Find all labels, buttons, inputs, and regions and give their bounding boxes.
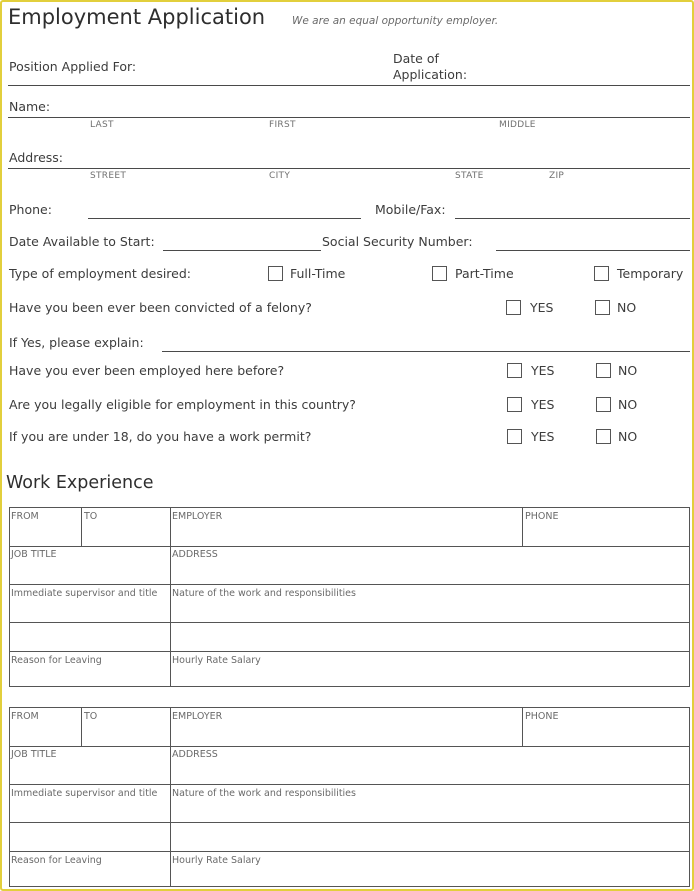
work-permit-yes-checkbox[interactable]	[507, 429, 522, 444]
work-permit-no-checkbox[interactable]	[596, 429, 611, 444]
rate-label: Hourly Rate Salary	[172, 855, 261, 866]
ssn-label: Social Security Number:	[322, 234, 473, 249]
address-label: ADDRESS	[172, 749, 218, 760]
date-available-label: Date Available to Start:	[9, 234, 155, 249]
date-of-label: Date of	[393, 51, 439, 66]
employed-before-question: Have you ever been employed here before?	[9, 363, 285, 378]
temporary-label: Temporary	[617, 266, 684, 281]
explain-line[interactable]	[162, 351, 690, 352]
felony-question: Have you been ever been convicted of a felony?	[9, 300, 312, 315]
phone-label: Phone:	[9, 202, 52, 217]
employed-before-no-label: NO	[618, 363, 638, 378]
phone-line[interactable]	[88, 218, 361, 219]
job-title-label: JOB TITLE	[11, 749, 57, 760]
work-permit-yes-label: YES	[531, 429, 555, 444]
date-available-line[interactable]	[163, 250, 321, 251]
divider	[81, 508, 82, 546]
felony-no-checkbox[interactable]	[595, 300, 610, 315]
eligible-question: Are you legally eligible for employment in this country?	[9, 397, 356, 412]
work-permit-no-label: NO	[618, 429, 638, 444]
eligible-yes-label: YES	[531, 397, 555, 412]
ssn-line[interactable]	[496, 250, 690, 251]
phone-label: PHONE	[525, 711, 559, 722]
mobile-line[interactable]	[455, 218, 690, 219]
reason-label: Reason for Leaving	[11, 655, 102, 666]
position-line[interactable]	[8, 85, 690, 86]
divider	[10, 746, 690, 747]
divider	[10, 784, 690, 785]
supervisor-label: Immediate supervisor and title	[11, 588, 158, 599]
divider	[170, 708, 171, 887]
address-label: Address:	[9, 150, 63, 165]
employed-before-yes-checkbox[interactable]	[507, 363, 522, 378]
application-label: Application:	[393, 67, 468, 82]
divider	[10, 651, 690, 652]
to-label: TO	[84, 711, 98, 722]
felony-no-label: NO	[617, 300, 637, 315]
employer-label: EMPLOYER	[172, 511, 223, 522]
felony-yes-label: YES	[530, 300, 554, 315]
full-time-checkbox[interactable]	[268, 266, 283, 281]
divider	[10, 584, 690, 585]
eligible-no-checkbox[interactable]	[596, 397, 611, 412]
felony-yes-checkbox[interactable]	[506, 300, 521, 315]
name-first-label: FIRST	[269, 120, 296, 130]
address-city-label: CITY	[269, 171, 291, 181]
from-label: FROM	[11, 711, 39, 722]
explain-label: If Yes, please explain:	[9, 335, 144, 350]
divider	[522, 708, 523, 746]
position-label: Position Applied For:	[9, 59, 137, 74]
divider	[170, 508, 171, 687]
work-experience-table-2	[9, 707, 690, 887]
eligible-yes-checkbox[interactable]	[507, 397, 522, 412]
phone-label: PHONE	[525, 511, 559, 522]
to-label: TO	[84, 511, 98, 522]
part-time-checkbox[interactable]	[432, 266, 447, 281]
supervisor-label: Immediate supervisor and title	[11, 788, 158, 799]
work-experience-heading: Work Experience	[6, 473, 154, 493]
rate-label: Hourly Rate Salary	[172, 655, 261, 666]
work-experience-table-1	[9, 507, 690, 687]
address-zip-label: ZIP	[549, 171, 565, 181]
divider	[10, 546, 690, 547]
divider	[10, 851, 690, 852]
divider	[10, 822, 690, 823]
name-middle-label: MIDDLE	[499, 120, 536, 130]
address-label: ADDRESS	[172, 549, 218, 560]
full-time-label: Full-Time	[290, 266, 346, 281]
address-state-label: STATE	[455, 171, 484, 181]
nature-label: Nature of the work and responsibilities	[172, 788, 356, 799]
divider	[522, 508, 523, 546]
nature-label: Nature of the work and responsibilities	[172, 588, 356, 599]
name-line[interactable]	[8, 117, 690, 118]
employer-label: EMPLOYER	[172, 711, 223, 722]
address-street-label: STREET	[90, 171, 127, 181]
employed-before-yes-label: YES	[531, 363, 555, 378]
employment-type-label: Type of employment desired:	[9, 266, 192, 281]
job-title-label: JOB TITLE	[11, 549, 57, 560]
divider	[10, 622, 690, 623]
name-last-label: LAST	[90, 120, 114, 130]
from-label: FROM	[11, 511, 39, 522]
reason-label: Reason for Leaving	[11, 855, 102, 866]
divider	[81, 708, 82, 746]
address-line[interactable]	[8, 168, 690, 169]
employed-before-no-checkbox[interactable]	[596, 363, 611, 378]
tagline: We are an equal opportunity employer.	[292, 15, 499, 27]
name-label: Name:	[9, 99, 51, 114]
part-time-label: Part-Time	[455, 266, 514, 281]
page-title: Employment Application	[8, 5, 266, 29]
mobile-label: Mobile/Fax:	[375, 202, 446, 217]
eligible-no-label: NO	[618, 397, 638, 412]
work-permit-question: If you are under 18, do you have a work permit?	[9, 429, 312, 444]
temporary-checkbox[interactable]	[594, 266, 609, 281]
